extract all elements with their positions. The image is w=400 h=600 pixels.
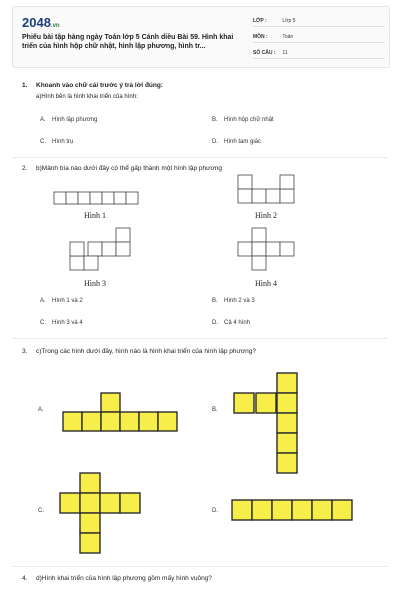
q1-option-b[interactable]: B. Hình hộp chữ nhật xyxy=(212,117,274,123)
meta-subject-key: MÔN : xyxy=(253,34,268,40)
q3-label-c[interactable]: C. xyxy=(38,508,44,514)
question-1-subtext: a)Hình bên là hình khai triển của hình: xyxy=(36,94,138,100)
q1-option-d[interactable]: D. Hình tam giác xyxy=(212,139,262,145)
logo-text: 2048 xyxy=(22,15,51,30)
meta-count-value: 11 xyxy=(282,50,288,56)
yellow-net-b xyxy=(234,373,297,473)
figure-caption-1: Hình 1 xyxy=(84,211,106,220)
worksheet-title: Phiếu bài tập hàng ngày Toán lớp 5 Cánh diều Bài 59. Hình khai triển của hình hộp chữ nhật, hình lập phương, hình tr... xyxy=(22,34,234,50)
yellow-net-c xyxy=(60,473,140,553)
yellow-net-a xyxy=(63,393,177,431)
figure-caption-4: Hình 4 xyxy=(255,279,277,288)
question-text: b)Mảnh bìa nào dưới đây có thể gấp thành một hình lập phương xyxy=(36,165,222,172)
question-text: c)Trong các hình dưới đây, hình nào là hình khai triển của hình lập phương? xyxy=(36,348,256,355)
meta-class-value: Lớp 5 xyxy=(282,18,296,24)
question-number: 1. xyxy=(22,82,28,89)
figure-caption-2: Hình 2 xyxy=(255,211,277,220)
q3-label-d[interactable]: D. xyxy=(212,508,218,514)
meta-count-key: SỐ CÂU : xyxy=(253,50,276,56)
figure-caption-3: Hình 3 xyxy=(84,279,106,288)
yellow-net-d xyxy=(232,500,352,520)
q2-option-c[interactable]: C. Hình 3 và 4 xyxy=(40,320,83,326)
meta-subject-value: Toán xyxy=(282,34,294,40)
question-4: 4. d)Hình khai triển của hình lập phương gồm mấy hình vuông? xyxy=(22,575,212,582)
question-text: Khoanh vào chữ cái trước ý trả lời đúng: xyxy=(36,82,164,89)
question-text: d)Hình khai triển của hình lập phương gồm mấy hình vuông? xyxy=(36,575,212,582)
q2-option-a[interactable]: A. Hình 1 và 2 xyxy=(40,298,83,304)
q3-label-b[interactable]: B. xyxy=(212,407,218,413)
meta-class-key: LỚP : xyxy=(253,18,267,24)
q2-option-d[interactable]: D. Cả 4 hình xyxy=(212,320,251,326)
q1-option-a[interactable]: A. Hình lập phương xyxy=(40,117,98,123)
logo-suffix: .vn xyxy=(50,23,60,29)
divider xyxy=(12,566,388,567)
q2-option-b[interactable]: B. Hình 2 và 3 xyxy=(212,298,255,304)
q3-label-a[interactable]: A. xyxy=(38,407,44,413)
question-3: 3. c)Trong các hình dưới đây, hình nào là hình khai triển của hình lập phương? xyxy=(22,348,256,355)
question-2: 2. b)Mảnh bìa nào dưới đây có thể gấp thành một hình lập phương xyxy=(22,165,222,172)
q1-option-c[interactable]: C. Hình trụ xyxy=(40,139,74,145)
